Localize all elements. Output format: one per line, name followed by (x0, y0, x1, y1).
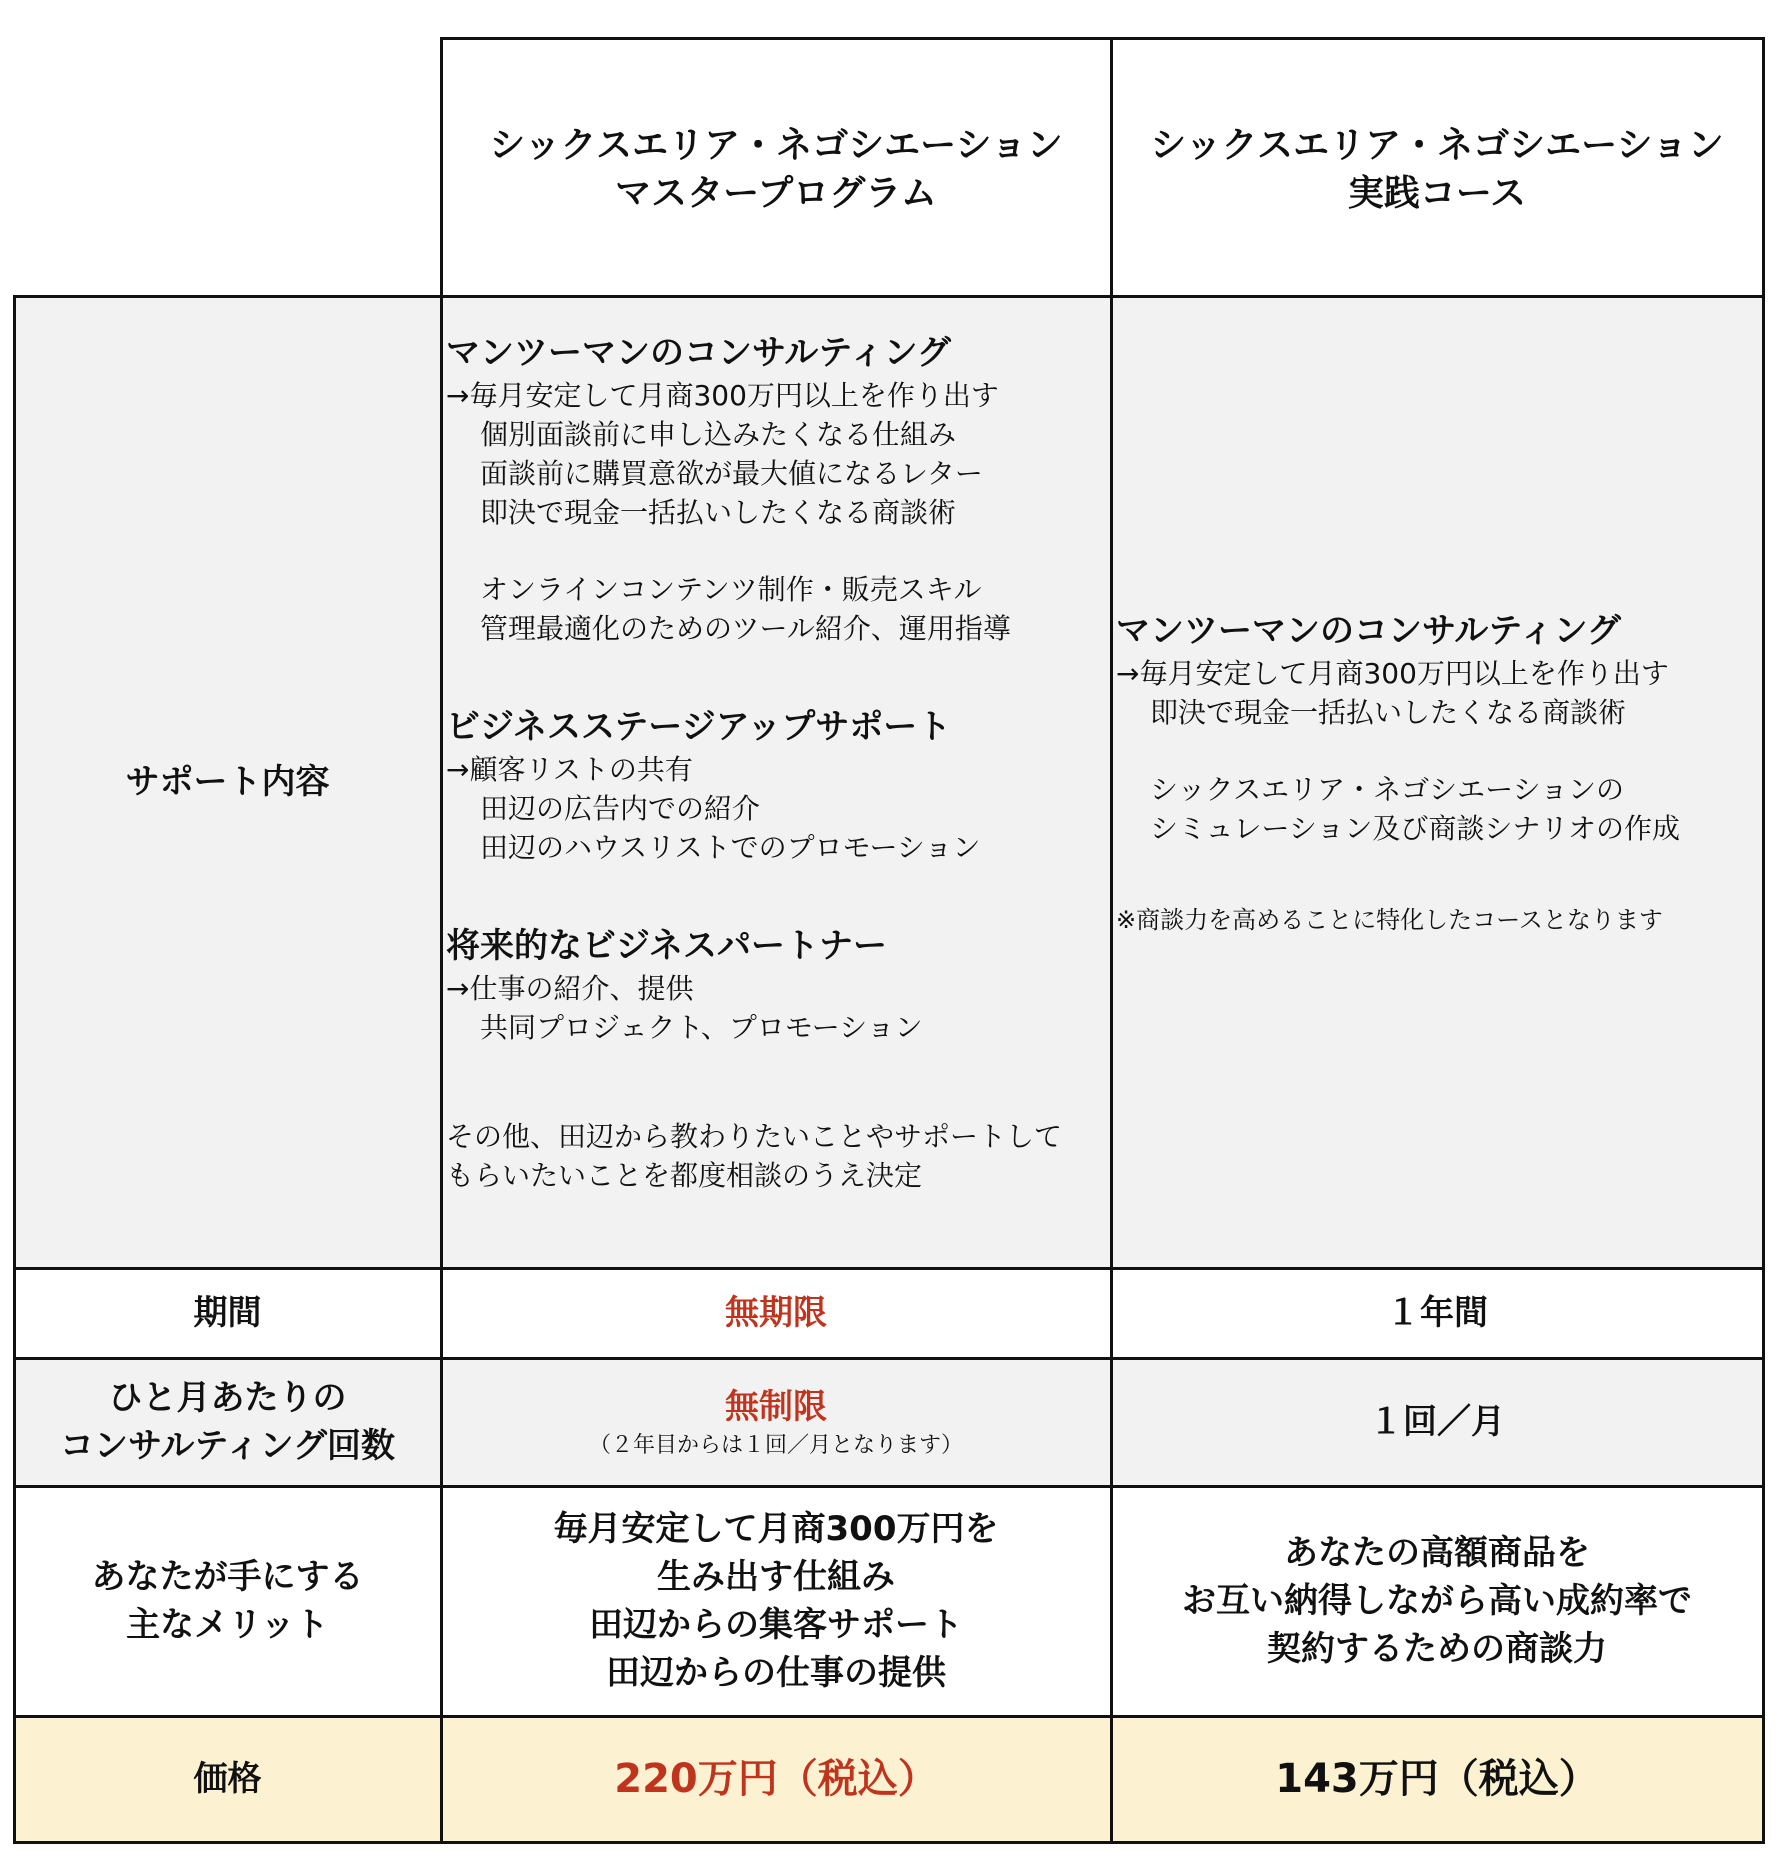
detail-line: シックスエリア・ネゴシエーションの (1150, 773, 1625, 806)
detail-line: →仕事の紹介、提供 (446, 972, 694, 1005)
detail-line: 個別面談前に申し込みたくなる仕組み (480, 418, 957, 451)
section-title: マンツーマンのコンサルティング (446, 333, 951, 373)
merit-course-value: あなたの高額商品を お互い納得しながら高い成約率で 契約するための商談力 (1182, 1533, 1692, 1669)
merit-master-value: 毎月安定して月商300万円を 生み出す仕組み 田辺からの集客サポート 田辺からの仕事の提供 (553, 1509, 999, 1693)
course-note: ※商談力を高めることに特化したコースとなります (1116, 906, 1663, 934)
period-master-value: 無期限 (725, 1293, 827, 1333)
section-title: ビジネスステージアップサポート (446, 707, 952, 747)
support-master-details (446, 330, 1106, 1195)
frequency-label: ひと月あたりの コンサルティング回数 (60, 1378, 395, 1466)
grid-line (440, 37, 1765, 40)
price-course-value: 143万円（税込） (1275, 1756, 1599, 1802)
support-course-details (1116, 608, 1760, 936)
merit-label: あなたが手にする 主なメリット (91, 1557, 364, 1645)
price-label: 価格 (193, 1759, 262, 1799)
frequency-course-value: １回／月 (1369, 1402, 1505, 1442)
detail-line: 即決で現金一括払いしたくなる商談術 (480, 496, 957, 529)
support-label: サポート内容 (125, 762, 330, 802)
frequency-master-note: （２年目からは１回／月となります） (588, 1433, 963, 1458)
frequency-master-value: 無制限 （２年目からは１回／月となります） (441, 1358, 1111, 1486)
detail-line: 田辺の広告内での紹介 (480, 792, 761, 825)
price-master-value: 220万円（税込） (614, 1756, 938, 1802)
section-title: 将来的なビジネスパートナー (446, 926, 887, 966)
detail-line: 即決で現金一括払いしたくなる商談術 (1150, 696, 1627, 729)
section-title: マンツーマンのコンサルティング (1116, 611, 1621, 651)
detail-line: 共同プロジェクト、プロモーション (480, 1011, 923, 1044)
detail-line: その他、田辺から教わりたいことやサポートして (446, 1120, 1063, 1153)
detail-line: 管理最適化のためのツール紹介、運用指導 (480, 612, 1011, 645)
detail-line: もらいたいことを都度相談のうえ決定 (446, 1159, 923, 1192)
detail-line: →顧客リストの共有 (446, 753, 693, 786)
detail-line: オンラインコンテンツ制作・販売スキル (480, 573, 982, 606)
header-course-title: シックスエリア・ネゴシエーション 実践コース (1150, 125, 1724, 214)
detail-line: →毎月安定して月商300万円以上を作り出す (446, 379, 999, 412)
period-label: 期間 (193, 1293, 262, 1333)
detail-line: 面談前に購買意欲が最大値になるレター (480, 457, 983, 490)
period-course-value: １年間 (1386, 1293, 1488, 1333)
detail-line: シミュレーション及び商談シナリオの作成 (1150, 812, 1681, 845)
detail-line: →毎月安定して月商300万円以上を作り出す (1116, 657, 1669, 690)
detail-line: 田辺のハウスリストでのプロモーション (480, 831, 981, 864)
header-master-title: シックスエリア・ネゴシエーション マスタープログラム (489, 125, 1063, 214)
